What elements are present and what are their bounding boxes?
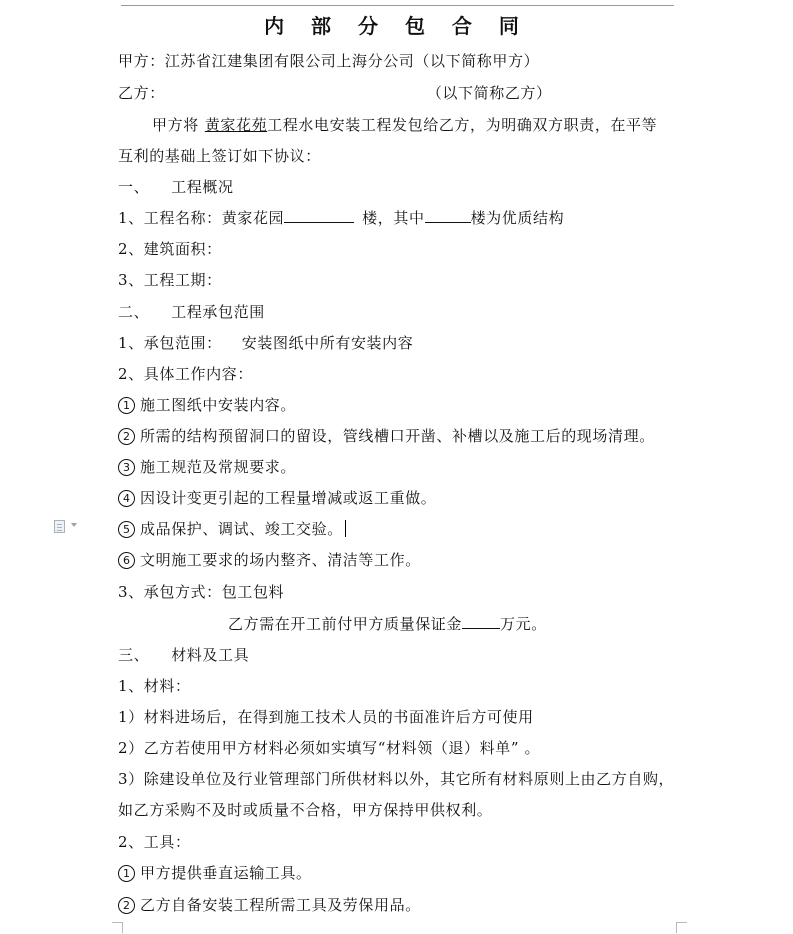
intro-suffix: 工程水电安装工程发包给乙方，为明确双方职责，在平等 xyxy=(267,116,658,134)
intro-line-1 xyxy=(152,115,657,135)
work-item-text: 施工图纸中安装内容。 xyxy=(140,396,297,414)
quality-structure-text: 楼为优质结构 xyxy=(470,209,565,227)
project-period-line: 3、工程工期： xyxy=(118,271,222,289)
section-2-heading xyxy=(118,302,265,322)
party-b-note: （以下简称乙方） xyxy=(426,84,552,102)
building-area-line: 2、建筑面积： xyxy=(118,240,222,258)
scope-label: 1、承包范围： xyxy=(118,334,222,352)
circled-number: 2 xyxy=(118,428,135,445)
material-item: 1）材料进场后，在得到施工技术人员的书面准许后方可使用 xyxy=(118,708,534,726)
deposit-blank xyxy=(462,614,500,629)
work-item xyxy=(118,426,655,446)
page-top-rule xyxy=(121,5,674,6)
page-corner-mark-right xyxy=(676,922,687,933)
work-item-text: 施工规范及常规要求。 xyxy=(140,458,297,476)
paragraph-layout-icon[interactable] xyxy=(54,520,65,533)
material-item: 2）乙方若使用甲方材料必须如实填写“材料领（退）料单” 。 xyxy=(118,739,541,757)
work-item-text: 文明施工要求的场内整齐、清洁等工作。 xyxy=(140,551,421,569)
section-1-title: 工程概况 xyxy=(171,178,234,196)
circled-number: 5 xyxy=(118,521,135,538)
scope-line xyxy=(118,333,413,353)
tool-item xyxy=(118,863,312,883)
section-3-title: 材料及工具 xyxy=(171,646,250,664)
contract-method-line: 3、承包方式：包工包料 xyxy=(118,583,285,601)
circled-number: 6 xyxy=(118,552,135,569)
work-content-heading: 2、具体工作内容： xyxy=(118,365,253,383)
party-b-label: 乙方： xyxy=(118,84,165,102)
project-name: 黄家花苑 xyxy=(204,116,268,134)
party-a-line: 甲方：江苏省江建集团有限公司上海分公司（以下简称甲方） xyxy=(118,52,540,70)
circled-number: 2 xyxy=(118,897,135,914)
deposit-text: 乙方需在开工前付甲方质量保证金 xyxy=(228,615,463,633)
quality-building-blank xyxy=(425,208,471,223)
circled-number: 1 xyxy=(118,397,135,414)
work-item xyxy=(118,519,346,539)
work-item-text: 成品保护、调试、竣工交验。 xyxy=(140,520,343,538)
work-item-text: 所需的结构预留洞口的留设，管线槽口开凿、补槽以及施工后的现场清理。 xyxy=(140,427,655,445)
building-blank xyxy=(284,208,354,223)
circled-number: 4 xyxy=(118,490,135,507)
circled-number: 1 xyxy=(118,865,135,882)
materials-heading: 1、材料： xyxy=(118,677,191,695)
work-item-text: 因设计变更引起的工程量增减或返工重做。 xyxy=(140,489,437,507)
project-name-line xyxy=(118,208,564,228)
material-item-continued: 如乙方采购不及时或质量不合格，甲方保持甲供权利。 xyxy=(118,801,493,819)
section-3-heading xyxy=(118,645,249,665)
section-2-title: 工程承包范围 xyxy=(171,303,265,321)
chevron-down-icon[interactable] xyxy=(71,523,77,527)
work-item xyxy=(118,488,436,508)
intro-prefix: 甲方将 xyxy=(152,116,199,134)
section-2-number: 二、 xyxy=(118,303,150,321)
project-name-label: 1、工程名称：黄家花园 xyxy=(118,209,285,227)
section-1-number: 一、 xyxy=(118,178,150,196)
contract-title: 内 部 分 包 合 同 xyxy=(264,14,529,38)
material-item: 3）除建设单位及行业管理部门所供材料以外，其它所有材料原则上由乙方自购， xyxy=(118,770,675,788)
text-cursor xyxy=(345,520,346,537)
work-item xyxy=(118,395,296,415)
tool-item-text: 甲方提供垂直运输工具。 xyxy=(140,864,312,882)
scope-value: 安装图纸中所有安装内容 xyxy=(241,334,414,352)
section-1-heading xyxy=(118,177,234,197)
section-3-number: 三、 xyxy=(118,646,150,664)
tool-item-text: 乙方自备安装工程所需工具及劳保用品。 xyxy=(140,896,421,914)
work-item xyxy=(118,457,296,477)
party-b-line xyxy=(118,83,552,103)
tool-item xyxy=(118,895,421,915)
deposit-line xyxy=(228,614,547,634)
work-item xyxy=(118,550,421,570)
deposit-unit: 万元。 xyxy=(500,615,547,633)
circled-number: 3 xyxy=(118,459,135,476)
intro-line-2: 互利的基础上签订如下协议： xyxy=(118,147,321,165)
building-mid-text: 楼，其中 xyxy=(362,209,425,227)
tools-heading: 2、工具： xyxy=(118,833,191,851)
page-corner-mark-left xyxy=(112,922,123,933)
